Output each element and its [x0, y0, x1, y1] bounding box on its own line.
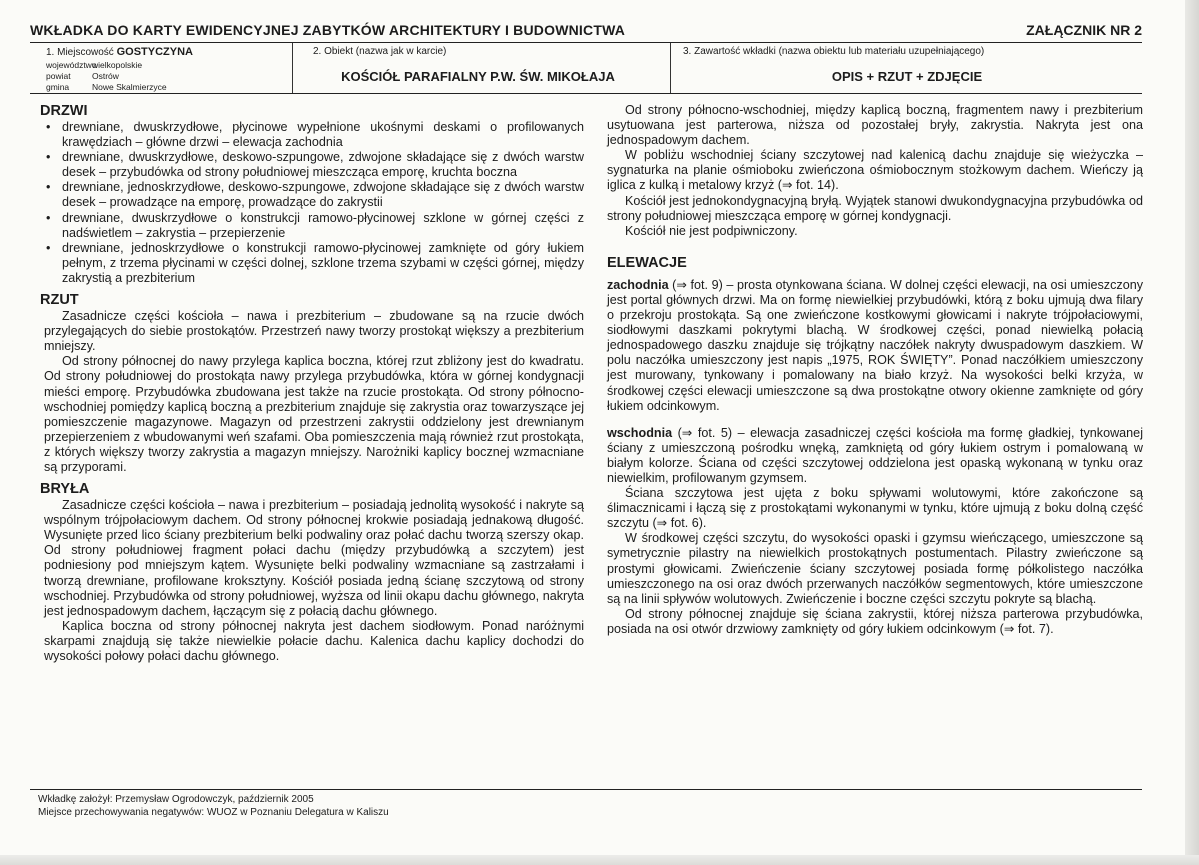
- contents-value: OPIS + RZUT + ZDJĘCIE: [831, 69, 983, 84]
- section-heading-elewacje: ELEWACJE: [607, 254, 687, 271]
- paragraph: Od strony północno-wschodniej, między kaplicą boczną, fragmentem nawy i prezbiterium usytuowana jest parterowa, niższa od pozostałej bryły, zakrystia. Nakryta jest ona jednospadowym dachem.: [607, 103, 1143, 148]
- location-row-key: powiat: [46, 71, 71, 81]
- paragraph: Kościół jest jednokondygnacyjną bryłą. Wyjątek stanowi dwukondygnacyjna przybudówka od strony południowej mieszcząca emporę w górnej kondygnacji.: [607, 193, 1143, 223]
- list-item: • drewniane, dwuskrzydłowe, deskowo-szpungowe, zdwojone składające się z dwóch warstw desek – przybudówka od strony południowej mieszcząca emporę, kruchta boczna: [44, 150, 584, 180]
- paragraph: Zasadnicze części kościoła – nawa i prezbiterium – posiadają jednolitą wysokość i nakryte są wspólnym trójpołaciowym dachem. Od strony północnej krokwie posiadają jednakową długość. Wysunięte przed lico ściany prezbiterium belki podwaliny oraz połać dachu tworzą szerszy okap. Od strony południowej fragment połaci dachu (między przybudówką a szczytem) jest podniesiony pod mniejszym kątem. Wysunięte belki podwaliny wzmacniane są zastrzałami i tworzą drewniane, profilowane kroksztyny. Kościół posiada jedną ścianę szczytową od strony wschodniej. Przybudówka od strony południowej, wyższa od linii okapu dachu głównego, nakryta jest jednospadowym dachem, łączącym się z połacią dachu głównego.: [44, 498, 584, 618]
- location-row-value: Nowe Skalmierzyce: [92, 82, 167, 92]
- section-heading-rzut: RZUT: [40, 292, 79, 309]
- paragraph-west-facade: [607, 278, 1143, 414]
- location-cell: [30, 43, 278, 93]
- location-row-key: gmina: [46, 82, 70, 92]
- location-row-value: Ostrów: [92, 71, 119, 81]
- list-item: • drewniane, jednoskrzydłowe, deskowo-szpungowe, zdwojone składające się z dwóch warstw desek – prowadzące na emporę, prowadzące do zakrystii: [44, 180, 584, 210]
- paragraph: Kościół nie jest podpiwniczony.: [625, 223, 798, 238]
- facade-text-west: (⇒ fot. 9) – prosta otynkowana ściana. W dolnej części elewacji, na osi umieszczony jest portal głównych drzwi. Ma on formę niewielkiej przybudówki, którą z boku ujmują dwa filary o przekroju prostokąta. Są one zwieńczone kostkowymi głowicami i nakryte trójpołaciowymi, siodłowymi daszkami pokrytymi blachą. W środkowej części, ponad niewielką połacią jednospadowego daszku znajduje się trójkątny naczółek nakryty dwuspadowym daszkiem. W polu naczółka umieszczony jest napis „1975, ROK ŚWIĘTY”. Ponad naczółkiem umieszczony jest murowany, tynkowany i pomalowany na biało krzyż. Na wysokości belki krzyża, w środkowej części elewacji umieszczone są dwa prostokątne otwory okienne zamknięte od góry łukiem odcinkowym.: [607, 277, 1143, 413]
- footer-storage: Miejsce przechowywania negatywów: WUOZ w Poznaniu Delegatura w Kaliszu: [38, 807, 389, 818]
- object-cell: [292, 43, 663, 93]
- contents-cell: [670, 43, 1143, 93]
- facade-text-east: (⇒ fot. 5) – elewacja zasadniczej części kościoła ma formę gładkiej, tynkowanej ściany z umieszczoną pośrodku wnęką, zamkniętą od góry łukiem ostrym i pomalowaną w białym kolorze. Ściana od części szczytowej oddzielona jest opaską wykonaną w tynku oraz niewielkim, profilowanym gzymsem.: [607, 425, 1143, 485]
- location-label: 1. Miejscowość: [46, 47, 114, 58]
- paragraph-east-facade: [607, 426, 1143, 486]
- object-label: 2. Obiekt (nazwa jak w karcie): [313, 46, 447, 57]
- location-row: [46, 60, 142, 70]
- scan-edge-right: [1185, 0, 1199, 865]
- scan-edge-bottom: [0, 855, 1199, 865]
- header-table: [30, 42, 1142, 94]
- contents-label: 3. Zawartość wkładki (nazwa obiektu lub materiału uzupełniającego): [683, 46, 985, 57]
- location-row-key: województwo: [46, 60, 97, 70]
- list-item: • drewniane, jednoskrzydłowe o konstrukcji ramowo-płycinowej zamknięte od góry łukiem pełnym, z trzema płycinami w części dolnej, szklone trzema szybami w części górnej, między zakrystią a prezbiterium: [44, 241, 584, 286]
- list-item: • drewniane, dwuskrzydłowe o konstrukcji ramowo-płycinowej szklone w górnej części z nadświetlem – zakrystia – przepierzenie: [44, 211, 584, 241]
- facade-label-west: zachodnia: [607, 277, 669, 292]
- section-heading-drzwi: DRZWI: [40, 103, 88, 119]
- paragraph: W pobliżu wschodniej ściany szczytowej nad kalenicą dachu znajduje się wieżyczka – sygnaturka na planie ośmioboku zwieńczona ośmiobocznym stożkowym dachem. Wieńczy ją iglica z kulką i metalowy krzyż (⇒ fot. 14).: [607, 148, 1143, 193]
- paragraph: Kaplica boczna od strony północnej nakryta jest dachem siodłowym. Ponad naróżnymi skarpami znajdują się także niewielkie połacie dachu. Kalenica dachu kaplicy dochodzi do wysokości połowy połaci dachu głównego.: [44, 618, 584, 663]
- doors-list: [44, 120, 584, 286]
- left-column: [40, 103, 584, 664]
- paragraph: Od strony północnej znajduje się ściana zakrystii, której niższa parterowa przybudówka, posiada na osi otwór drzwiowy zamknięty od góry łukiem odcinkowym (⇒ fot. 7).: [607, 606, 1143, 636]
- location-row: [46, 71, 119, 81]
- right-column: [607, 103, 1143, 637]
- location-value: GOSTYCZYNA: [116, 46, 193, 58]
- paragraph: Zasadnicze części kościoła – nawa i prezbiterium – zbudowane są na rzucie dwóch przylegających do siebie prostokątów. Przestrzeń nawy tworzy prostokąt większy a prezbiterium mniejszy.: [44, 309, 584, 354]
- section-heading-bryla: BRYŁA: [40, 481, 90, 498]
- list-item: • drewniane, dwuskrzydłowe, płycinowe wypełnione ukośnymi deskami o profilowanych krawędziach – główne drzwi – elewacja zachodnia: [44, 120, 584, 150]
- footer-author: Wkładkę założył: Przemysław Ogrodowczyk, październik 2005: [38, 794, 314, 805]
- document-title: WKŁADKA DO KARTY EWIDENCYJNEJ ZABYTKÓW ARCHITEKTURY I BUDOWNICTWA: [30, 22, 626, 38]
- paragraph: Od strony północnej do nawy przylega kaplica boczna, której rzut zbliżony jest do kwadratu. Od strony południowej do prostokąta nawy przylega przybudówka, która w górnej kondygnacji mieści emporę. Przybudówka zbudowana jest także na rzucie prostokąta. Od strony północno-wschodniej pomiędzy kaplicą boczną a prezbiterium znajduje się zakrystia oraz towarzyszące jej pomieszczenie magazynowe. Magazyn od przestrzeni zakrystii oddzielony jest drewnianym przepierzeniem z wbudowanymi weń szafami. Oba pomieszczenia mają również rzut prostokąta, z których większy tworzy zakrystia a magazyn mniejszy. Narożniki kaplicy bocznej wzmacniane są przyporami.: [44, 354, 584, 474]
- location-row-value: wielkopolskie: [92, 60, 143, 70]
- paragraph: Ściana szczytowa jest ujęta z boku spływami wolutowymi, które zakończone są ślimacznicami i łączą się z prostokątami wykonanymi w tynku, które ujmują z boku dolną część szczytu (⇒ fot. 6).: [607, 486, 1143, 531]
- facade-label-east: wschodnia: [607, 425, 673, 440]
- footer-divider: [30, 789, 1142, 790]
- location-row: [46, 82, 167, 92]
- paragraph: W środkowej części szczytu, do wysokości opaski i gzymsu wieńczącego, umieszczone są symetrycznie pilastry na niewielkich prostokątnych postumentach. Pilastry zwieńczone są prostymi głowicami. Zwieńczenie ściany szczytowej posiada formę półkolistego naczółka umieszczonego na osi oraz dwóch przerwanych naczółków segmentowych, które umieszczone są na linii spływów wolutowych. Zwieńczenie i boczne części szczytu pokryte są blachą.: [607, 531, 1143, 606]
- object-value: KOŚCIÓŁ PARAFIALNY P.W. ŚW. MIKOŁAJA: [341, 69, 615, 84]
- document-header: [30, 22, 1142, 42]
- annex-number: ZAŁĄCZNIK NR 2: [1026, 22, 1142, 38]
